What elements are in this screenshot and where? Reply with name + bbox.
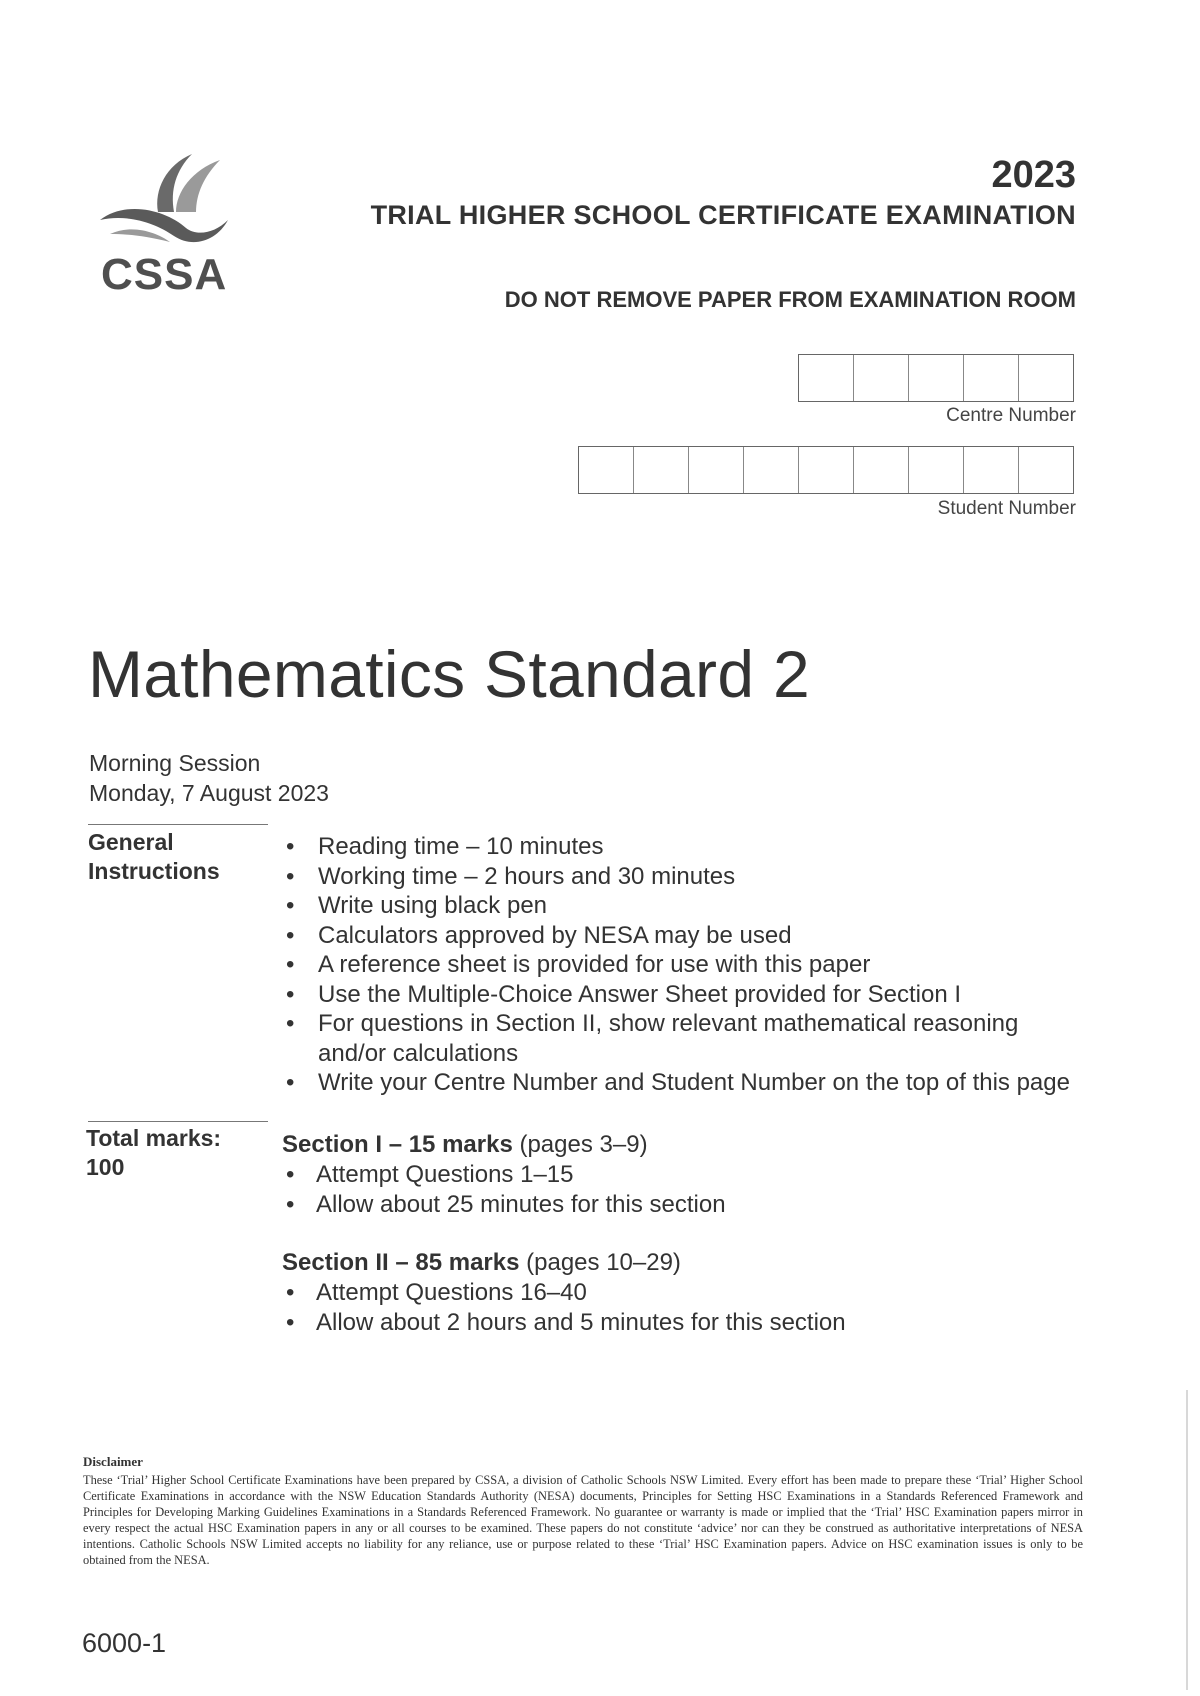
instruction-item: • Write using black pen <box>282 891 1082 921</box>
general-instructions-label <box>88 828 220 886</box>
disclaimer-body: These ‘Trial’ Higher School Certificate Examinations have been prepared by CSSA, a division of Catholic Schools NSW Limited. Every effort has been made to prepare these ‘Trial’ Higher School Certificate Examinations in accordance with the NSW Education Standards Authority (NESA) documents, Principles for Setting HSC Examinations in a Standards Referenced Framework and Principles for Developing Marking Guidelines Examinations in a Standards Referenced Framework. No guarantee or warranty is made or implied that the ‘Trial’ HSC Examination papers mirror in every respect the actual HSC Examination papers in any or all courses to be examined. These papers do not constitute ‘advice’ nor can they be construed as authoritative interpretations of NESA intentions. Catholic Schools NSW Limited accepts no liability for any reliance, use or purpose related to these ‘Trial’ HSC Examination papers. Advice on HSC examination issues is only to be obtained from the NESA. <box>83 1473 1083 1567</box>
student-number-digit-box[interactable] <box>744 447 799 493</box>
instruction-item: • Write your Centre Number and Student Number on the top of this page <box>282 1068 1082 1098</box>
instruction-item: • A reference sheet is provided for use with this paper <box>282 950 1082 980</box>
section-2-title: Section II – 85 marks <box>282 1249 520 1276</box>
room-notice: DO NOT REMOVE PAPER FROM EXAMINATION ROOM <box>504 287 1076 312</box>
student-number-digit-box[interactable] <box>1019 447 1073 493</box>
scan-edge-line <box>1186 1390 1188 1690</box>
section-item: • Attempt Questions 1–15 <box>282 1160 1082 1190</box>
student-number-digit-box[interactable] <box>799 447 854 493</box>
section-item: • Allow about 25 minutes for this section <box>282 1190 1082 1220</box>
cssa-logo <box>96 150 236 299</box>
general-label-line: General <box>88 829 174 855</box>
student-number-digit-box[interactable] <box>689 447 744 493</box>
section-1-block <box>282 1130 1082 1219</box>
instructions-label-line: Instructions <box>88 858 220 884</box>
section-1-list <box>282 1160 1082 1219</box>
centre-number-label: Centre Number <box>946 405 1076 426</box>
student-number-boxes[interactable] <box>578 446 1074 494</box>
section-1-heading <box>282 1130 1082 1160</box>
student-number-digit-box[interactable] <box>964 447 1019 493</box>
session-info <box>89 748 329 808</box>
session-date: Monday, 7 August 2023 <box>89 780 329 806</box>
subject-title: Mathematics Standard 2 <box>88 637 810 711</box>
student-number-label: Student Number <box>937 498 1076 519</box>
instruction-item: • Calculators approved by NESA may be used <box>282 921 1082 951</box>
total-marks-label: Total marks: <box>86 1125 222 1151</box>
disclaimer <box>83 1454 1083 1568</box>
instructions-list <box>282 832 1082 1098</box>
section-item: • Attempt Questions 16–40 <box>282 1278 1082 1308</box>
centre-number-digit-box[interactable] <box>1019 355 1073 401</box>
student-number-digit-box[interactable] <box>854 447 909 493</box>
exam-year: 2023 <box>991 154 1076 196</box>
section-2-pages: (pages 10–29) <box>526 1249 681 1276</box>
centre-number-digit-box[interactable] <box>964 355 1019 401</box>
exam-title: TRIAL HIGHER SCHOOL CERTIFICATE EXAMINATION <box>370 200 1076 230</box>
paper-code: 6000-1 <box>82 1628 167 1658</box>
cssa-logo-mark-icon <box>96 150 236 250</box>
section-2-heading <box>282 1248 1082 1278</box>
session-name: Morning Session <box>89 750 261 776</box>
student-number-digit-box[interactable] <box>634 447 689 493</box>
instruction-item: • Working time – 2 hours and 30 minutes <box>282 862 1082 892</box>
disclaimer-title: Disclaimer <box>83 1454 143 1469</box>
total-marks-label-block <box>86 1124 221 1182</box>
section-2-block <box>282 1248 1082 1337</box>
section-item: • Allow about 2 hours and 5 minutes for this section <box>282 1308 1082 1338</box>
centre-number-boxes[interactable] <box>798 354 1074 402</box>
centre-number-digit-box[interactable] <box>854 355 909 401</box>
total-marks-value: 100 <box>86 1154 125 1180</box>
instruction-item: • For questions in Section II, show relevant mathematical reasoning and/or calculations <box>282 1009 1082 1068</box>
centre-number-digit-box[interactable] <box>909 355 964 401</box>
section-1-title: Section I – 15 marks <box>282 1131 513 1158</box>
instruction-item: • Use the Multiple-Choice Answer Sheet provided for Section I <box>282 980 1082 1010</box>
total-marks-rule <box>88 1121 268 1122</box>
student-number-digit-box[interactable] <box>579 447 634 493</box>
student-number-digit-box[interactable] <box>909 447 964 493</box>
section-2-list <box>282 1278 1082 1337</box>
instructions-rule <box>88 824 268 825</box>
instruction-item: • Reading time – 10 minutes <box>282 832 1082 862</box>
cssa-logo-text: CSSA <box>101 250 228 299</box>
centre-number-digit-box[interactable] <box>799 355 854 401</box>
section-1-pages: (pages 3–9) <box>519 1131 648 1158</box>
